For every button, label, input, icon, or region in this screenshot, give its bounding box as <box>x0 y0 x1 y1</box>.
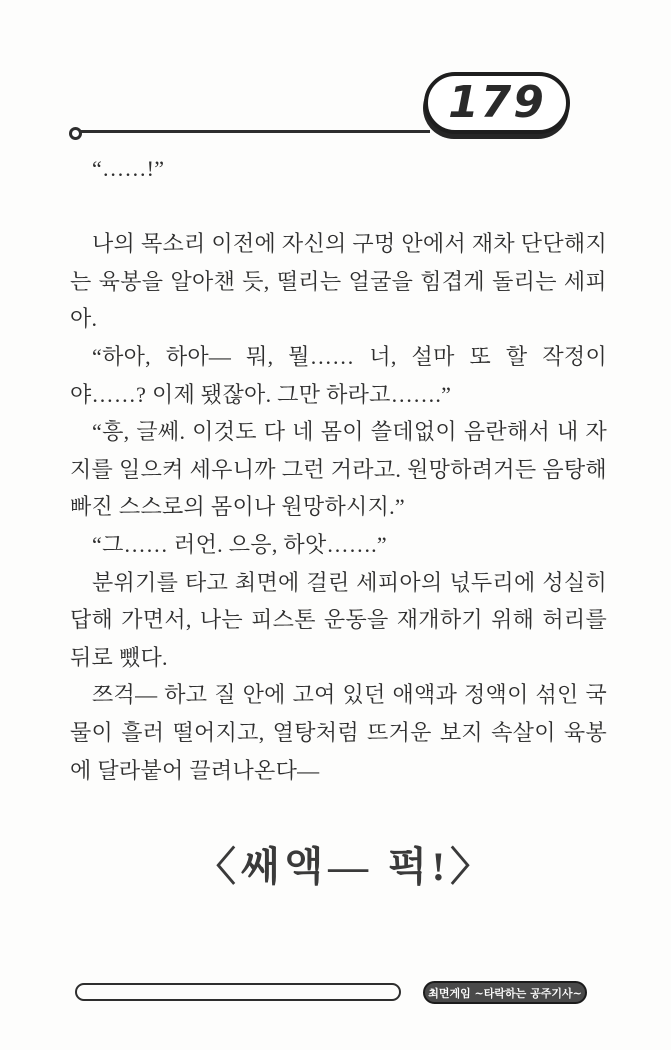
header-rule-line <box>81 130 430 133</box>
paragraph-6: 분위기를 타고 최면에 걸린 세피아의 넋두리에 성실히 답해 가면서, 나는 피스톤 운동을 재개하기 위해 허리를 뒤로 뺐다. <box>70 569 607 670</box>
paragraph-5: “그…… 러언. 으응, 하앗…….” <box>92 531 387 557</box>
body-text-block <box>70 150 607 891</box>
page-number-badge <box>424 72 570 134</box>
paragraph-7: 쯔걱— 하고 질 안에 고여 있던 애액과 정액이 섞인 국물이 흘러 떨어지고, 열탕처럼 뜨거운 보지 속살이 육봉에 달라붙어 끌려나온다— <box>70 682 607 783</box>
paragraph-1: “……!” <box>92 156 165 181</box>
sound-effect-text: 〈쌔액— 퍽!〉 <box>195 844 496 890</box>
paragraph-2: 나의 목소리 이전에 자신의 구멍 안에서 재차 단단해지는 육봉을 알아챈 듯, 떨리는 얼굴을 힘겹게 돌리는 세피아. <box>70 231 607 332</box>
paragraph-3: “하아, 하아— 뭐, 뭘…… 너, 설마 또 할 작정이야……? 이제 됐잖아. 그만 하라고…….” <box>70 343 607 407</box>
header-line-end-dot <box>69 127 82 140</box>
series-title: 최면게임 ~타락하는 공주기사~ <box>428 986 582 1000</box>
series-title-badge <box>423 981 587 1004</box>
footer-outline-pill <box>75 983 401 1001</box>
page-number: 179 <box>448 76 546 128</box>
paragraph-4: “흥, 글쎄. 이것도 다 네 몸이 쓸데없이 음란해서 내 자지를 일으켜 세우니까 그런 거라고. 원망하려거든 음탕해 빠진 스스로의 몸이나 원망하시지.” <box>70 419 607 520</box>
